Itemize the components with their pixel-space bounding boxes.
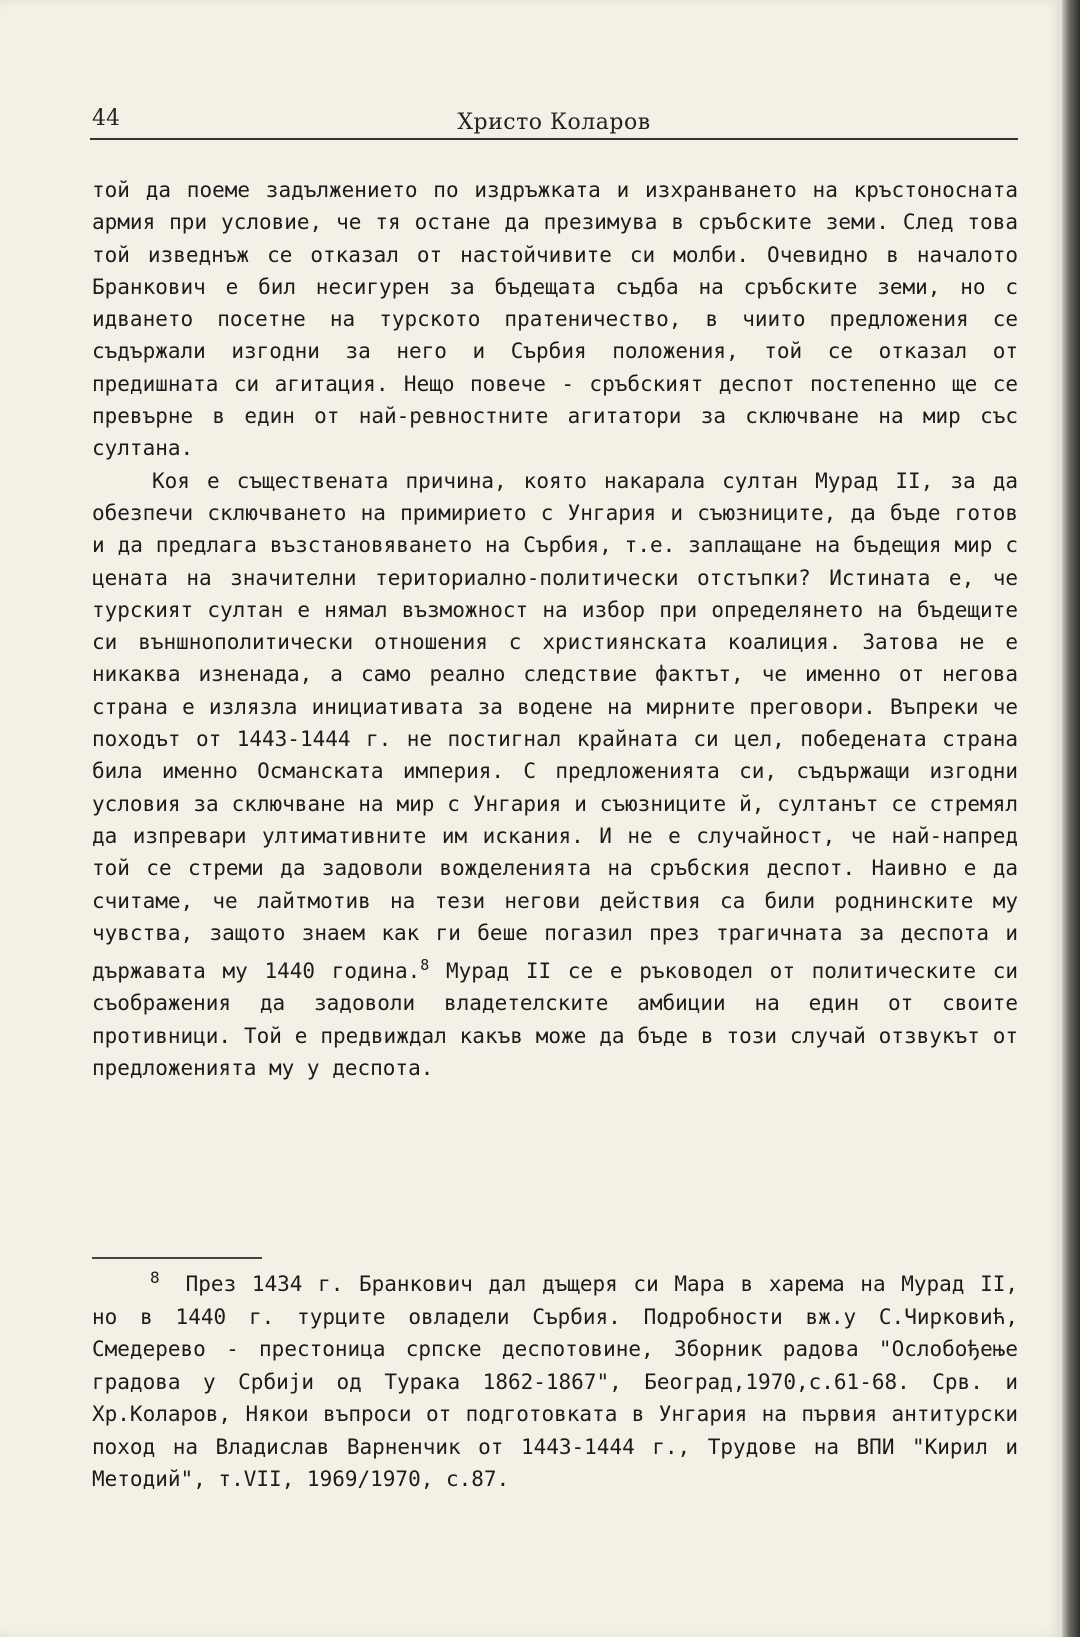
footnote-rule xyxy=(92,1257,262,1259)
body-text xyxy=(92,174,1018,1084)
footnote-reference[interactable]: 8 xyxy=(420,956,430,975)
page-number: 44 xyxy=(92,106,120,131)
running-head: Христо Коларов xyxy=(457,110,651,135)
footnote-marker: 8 xyxy=(150,1268,160,1287)
paragraph-2 xyxy=(92,465,1018,1085)
header-rule xyxy=(90,138,1018,140)
footnote xyxy=(92,1268,1018,1496)
page-edge-shadow xyxy=(1062,0,1080,1637)
footnote-text: През 1434 г. Бранкович дал дъщеря си Мара в харема на Мурад II, но в 1440 г. турците овладели Сърбия. Подробности вж.у С.Чирковић, Смедерево - престоница српске деспотовине, Зборник радова "Ослобођење градова у Србији од Турака 1862-1867", Београд,1970,с.61-68. Срв. и Хр.Коларов, Някои въпроси от подготовката в Унгария на първия антитурски поход на Владислав Варненчик от 1443-1444 г., Трудове на ВПИ "Кирил и Методий", т.VII, 1969/1970, с.87. xyxy=(92,1272,1018,1491)
paragraph-2-part-1: Коя е съществената причина, която накарала султан Мурад II, за да обезпечи сключването на примирието с Унгария и съюзниците, да бъде готов и да предлага възстановяването на Сърбия, т.е. заплащане на бъдещия мир с цената на значителни териториално-политически отстъпки? Истината е, че турският султан е нямал възможност на избор при определянето на бъдещите си външнополитически отношения с християнската коалиция. Затова не е никаква изненада, а само реално следствие фактът, че именно от негова страна е излязла инициативата за водене на мирните преговори. Въпреки че походът от 1443-1444 г. не постигнал крайната си цел, победената страна била именно Османската империя. С предложенията си, съдържащи изгодни условия за сключване на мир с Унгария и съюзниците й, султанът се стремял да изпревари ултимативните им искания. И не е случайност, че най-напред той се стреми да задоволи вожделенията на сръбския деспот. Наивно е да считаме, че лайтмотив на тези негови действия са били роднинските му чувства, защото знаем как ги беше погазил през трагичната за деспота и държавата му 1440 година. xyxy=(92,468,1018,984)
page-header xyxy=(90,104,1018,140)
paragraph-2-part-2: Мурад II се е ръководел от политическите си съображения да задоволи владетелските амбиции на един от своите противници. Той е предвиждал какъв може да бъде в този случай отзвукът от предложенията му у деспота. xyxy=(92,959,1019,1081)
paragraph-1: той да поеме задължението по издръжката и изхранването на кръстоносната армия при условие, че тя остане да презимува в сръбските земи. След това той изведнъж се отказал от настойчивите си молби. Очевидно в началото Бранкович е бил несигурен за бъдещата съдба на сръбските земи, но с идването посетне на турското пратеничество, в чиито предложения се съдържали изгодни за него и Сърбия положения, той се отказал от предишната си агитация. Нещо повече - сръбският деспот постепенно ще се превърне в един от най-ревностните агитатори за сключване на мир със султана. xyxy=(92,178,1018,461)
